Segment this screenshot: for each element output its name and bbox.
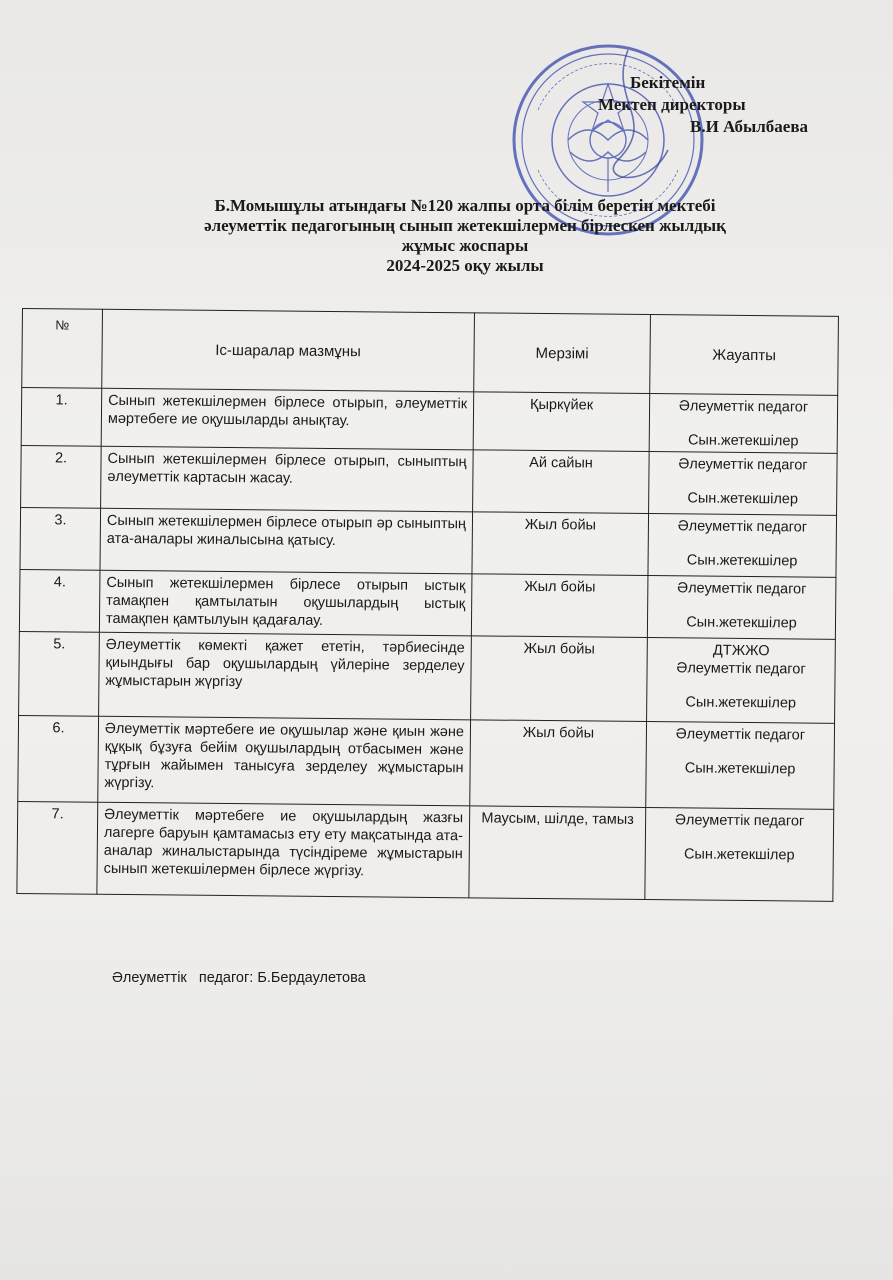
row-activity: Сынып жетекшілермен бірлесе отырып ыстық тамақпен қамтылатын оқушылардың ыстық тамақпен қамтылуын қадағалау. (99, 570, 472, 636)
table-row (20, 507, 837, 577)
responsible-entry: Сын.жетекшілер (686, 614, 797, 632)
title-line-3: жұмыс жоспары (401, 236, 529, 255)
row-term: Ай сайын (473, 450, 650, 514)
row-number: 2. (21, 445, 102, 508)
row-term: Жыл бойы (470, 720, 647, 808)
row-number: 5. (19, 631, 100, 716)
header-responsible: Жауапты (650, 315, 839, 396)
responsible-entry: Әлеуметтік педагог (675, 726, 806, 744)
header-number: № (22, 309, 103, 389)
row-activity: Әлеуметтік көмекті қажет ететін, тәрбиесінде қиындығы бар оқушылардың үйлеріне зерделеу жұмыстарын жүргізу (99, 632, 472, 720)
responsible-entry: Әлеуметтік педагог (676, 660, 806, 678)
responsible-entry: Сын.жетекшілер (685, 694, 797, 712)
responsible-entry: ДТЖЖО (712, 642, 770, 660)
approval-block (598, 72, 858, 138)
table-row (18, 715, 835, 809)
row-number: 6. (18, 715, 99, 802)
row-responsible (646, 722, 835, 810)
responsible-entry: Сын.жетекшілер (683, 846, 795, 864)
responsible-entry: Сын.жетекшілер (687, 490, 799, 508)
table-row (21, 388, 838, 454)
row-number: 1. (21, 388, 102, 447)
table-row (17, 801, 834, 901)
title-line-2: әлеуметтік педагогының сынып жетекшілермен бірлескен жылдық (204, 216, 726, 235)
responsible-entry: Әлеуметтік педагог (674, 812, 805, 830)
responsible-entry: Сын.жетекшілер (684, 760, 796, 778)
row-activity: Сынып жетекшілермен бірлесе отырып әр сыныптың ата-аналары жиналысына қатысу. (100, 508, 473, 574)
row-term: Қыркүйек (473, 392, 650, 452)
row-activity: Сынып жетекшілермен бірлесе отырып, сыныптың әлеуметтік картасын жасау. (101, 446, 474, 512)
responsible-entry: Сын.жетекшілер (686, 552, 798, 570)
table-row (19, 569, 836, 639)
responsible-entry: Әлеуметтік педагог (677, 518, 808, 536)
row-responsible (649, 452, 838, 516)
row-term: Жыл бойы (471, 636, 648, 722)
table-row (19, 631, 836, 723)
row-activity: Әлеуметтік мәртебеге ие оқушылардың жазғы лагерге баруын қамтамасыз ету ету мақсатында ата-аналар жиналыстарында түсіндіреме жұмыстарын сынып жетекшілермен бірлесе жүргізу. (97, 802, 470, 898)
approval-director-name: В.И Абылбаева (690, 117, 809, 136)
table-header-row (22, 309, 839, 396)
table-body (17, 388, 838, 902)
title-academic-year: 2024-2025 оқу жылы (386, 256, 544, 275)
approval-heading: Бекітемін (630, 73, 706, 92)
row-activity: Әлеуметтік мәртебеге ие оқушылар және қиын және құқық бұзуға бейім оқушылардың отбасымен және тұрғын жайымен танысуға зерделеу жұмыстарын жүргізу. (98, 716, 471, 806)
row-responsible (648, 514, 837, 578)
header-term: Мерзімі (474, 313, 651, 394)
responsible-entry: Әлеуметтік педагог (678, 456, 808, 474)
row-responsible (645, 808, 834, 902)
row-term: Жыл бойы (472, 512, 649, 576)
title-line-1: Б.Момышұлы атындағы №120 жалпы орта білім беретін мектебі (214, 196, 716, 215)
row-responsible (649, 394, 838, 454)
row-number: 4. (19, 569, 100, 632)
row-activity: Сынып жетекшілермен бірлесе отырып, әлеуметтік мәртебеге ие оқушыларды анықтау. (101, 388, 474, 450)
work-plan-table (16, 308, 839, 902)
responsible-entry: Сын.жетекшілер (687, 432, 799, 450)
row-number: 3. (20, 507, 101, 570)
row-number: 7. (17, 801, 98, 894)
row-term: Маусым, шілде, тамыз (469, 806, 646, 900)
row-responsible (647, 638, 836, 724)
row-term: Жыл бойы (471, 574, 648, 638)
signature-line: Әлеуметтік педагог: Б.Бердаулетова (112, 970, 366, 986)
approval-position: Мектеп директоры (598, 95, 746, 114)
row-responsible (647, 576, 836, 640)
document-title (110, 196, 820, 276)
header-activity: Іс-шаралар мазмұны (102, 309, 475, 392)
responsible-entry: Әлеуметтік педагог (677, 580, 807, 598)
responsible-entry: Әлеуметтік педагог (678, 398, 809, 416)
table-row (21, 445, 838, 515)
